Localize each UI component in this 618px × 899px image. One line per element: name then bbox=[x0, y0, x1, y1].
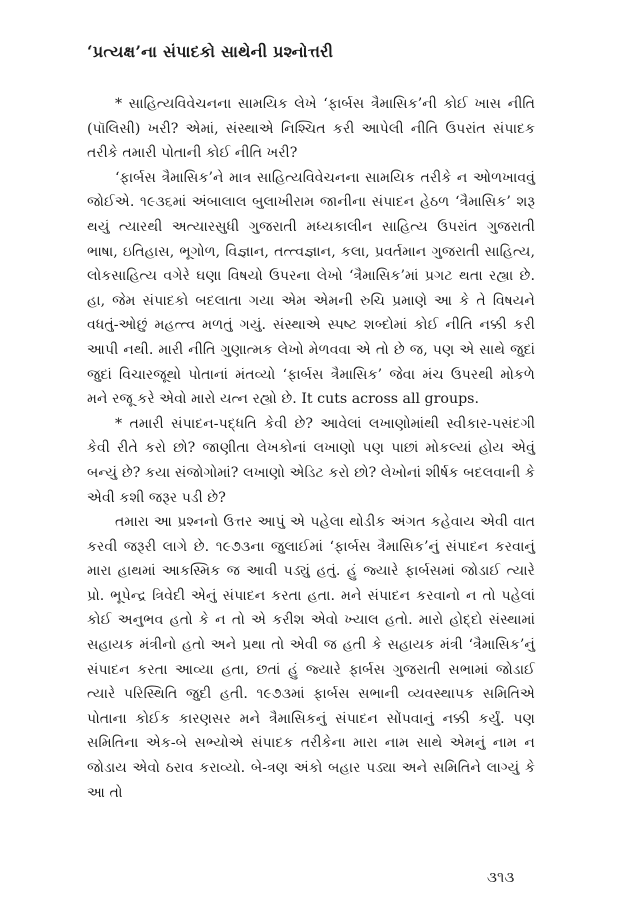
paragraph-answer-1: ‘ફાર્બસ ત્રૈમાસિક’ને માત્ર સાહિત્યવિવેચનના સામયિક તરીકે ન ઓળખાવવું જોઈએ. ૧૯૩૬માં અંબાલાલ બુલાખીરામ જાનીના સંપાદન હેઠળ ‘ત્રૈમાસિક’ શરૂ થયું ત્યારથી અત્યારસુધી ગુજરાતી મધ્યકાલીન સાહિત્ય ઉપરાંત ગુજરાતી ભાષા, ઇતિહાસ, ભૂગોળ, વિજ્ઞાન, તત્ત્વજ્ઞાન, કલા, પ્રવર્તમાન ગુજરાતી સાહિત્ય, લોકસાહિત્ય વગેરે ઘણા વિષયો ઉપરના લેખો ‘ત્રૈમાસિક’માં પ્રગટ થતા રહ્યા છે. હા, જેમ સંપાદકો બદલાતા ગયા એમ એમની રુચિ પ્રમાણે આ કે તે વિષયને વધતું-ઓછું મહત્ત્વ મળતું ગયું. સંસ્થાએ સ્પષ્ટ શબ્દોમાં કોઈ નીતિ નક્કી કરી આપી નથી. મારી નીતિ ગુણાત્મક લેખો મેળવવા એ તો છે જ, પણ એ સાથે જુદાં જુદાં વિચારજૂથો પોતાનાં મંતવ્યો ‘ફાર્બસ ત્રૈમાસિક’ જેવા મંચ ઉપરથી મોકળે મને રજૂ કરે એવો મારો યત્ન રહ્યો છે. It cuts across all groups. bbox=[87, 169, 535, 408]
paragraph-answer-2: તમારા આ પ્રશ્નનો ઉત્તર આપું એ પહેલા થોડીક અંગત કહેવાય એવી વાત કરવી જરૂરી લાગે છે. ૧૯૭૩ના જુલાઈમાં ‘ફાર્બસ ત્રૈમાસિક’નું સંપાદન કરવાનું મારા હાથમાં આકસ્મિક જ આવી પડ્યું હતું. હું જ્યારે ફાર્બસમાં જોડાઈ ત્યારે પ્રો. ભૂપેન્દ્ર ત્રિવેદી એનું સંપાદન કરતા હતા. મને સંપાદન કરવાનો ન તો પહેલાં કોઈ અનુભવ હતો કે ન તો એ કરીશ એવો ખ્યાલ હતો. મારો હોદ્દો સંસ્થામાં સહાયક મંત્રીનો હતો અને પ્રથા તો એવી જ હતી કે સહાયક મંત્રી ‘ત્રૈમાસિક’નું સંપાદન કરતા આવ્યા હતા, છતાં હું જ્યારે ફાર્બસ ગુજરાતી સભામાં જોડાઈ ત્યારે પરિસ્થિતિ જુદી હતી. ૧૯૭૩માં ફાર્બસ સભાની વ્યવસ્થાપક સમિતિએ પોતાના કોઈક કારણસર મને ત્રૈમાસિકનું સંપાદન સોંપવાનું નક્કી કર્યું. પણ સમિતિના એક-બે સભ્યોએ સંપાદક તરીકેના મારા નામ સાથે એમનું નામ ન જોડાય એવો ઠરાવ કરાવ્યો. બે-ત્રણ અંકો બહાર પડ્યા અને સમિતિને લાગ્યું કે આ તો bbox=[87, 514, 535, 801]
page-number: ૩૧૩ bbox=[487, 868, 515, 886]
paragraph-question-2: * તમારી સંપાદન-પદ્ધતિ કેવી છે? આવેલાં લખાણોમાંથી સ્વીકાર-પસંદગી કેવી રીતે કરો છો? જાણીતા લેખકોનાં લખાણો પણ પાછાં મોકલ્યાં હોય એવું બન્યું છે? કયા સંજોગોમાં? લખાણો એડિટ કરો છો? લેખોનાં શીર્ષક બદલવાની કે એવી કશી જરૂર પડી છે? bbox=[87, 415, 535, 506]
page-title: ‘પ્રત્યક્ષ’ના સંપાદકો સાથેની પ્રશ્નોત્તરી bbox=[87, 42, 334, 61]
body-text bbox=[87, 92, 535, 805]
paragraph-question-1: * સાહિત્યવિવેચનના સામયિક લેખે ‘ફાર્બસ ત્રૈમાસિક’ની કોઈ ખાસ નીતિ (પૉલિસી) ખરી? એમાં, સંસ્થાએ નિશ્ચિત કરી આપેલી નીતિ ઉપરાંત સંપાદક તરીકે તમારી પોતાની કોઈ નીતિ ખરી? bbox=[87, 96, 535, 162]
